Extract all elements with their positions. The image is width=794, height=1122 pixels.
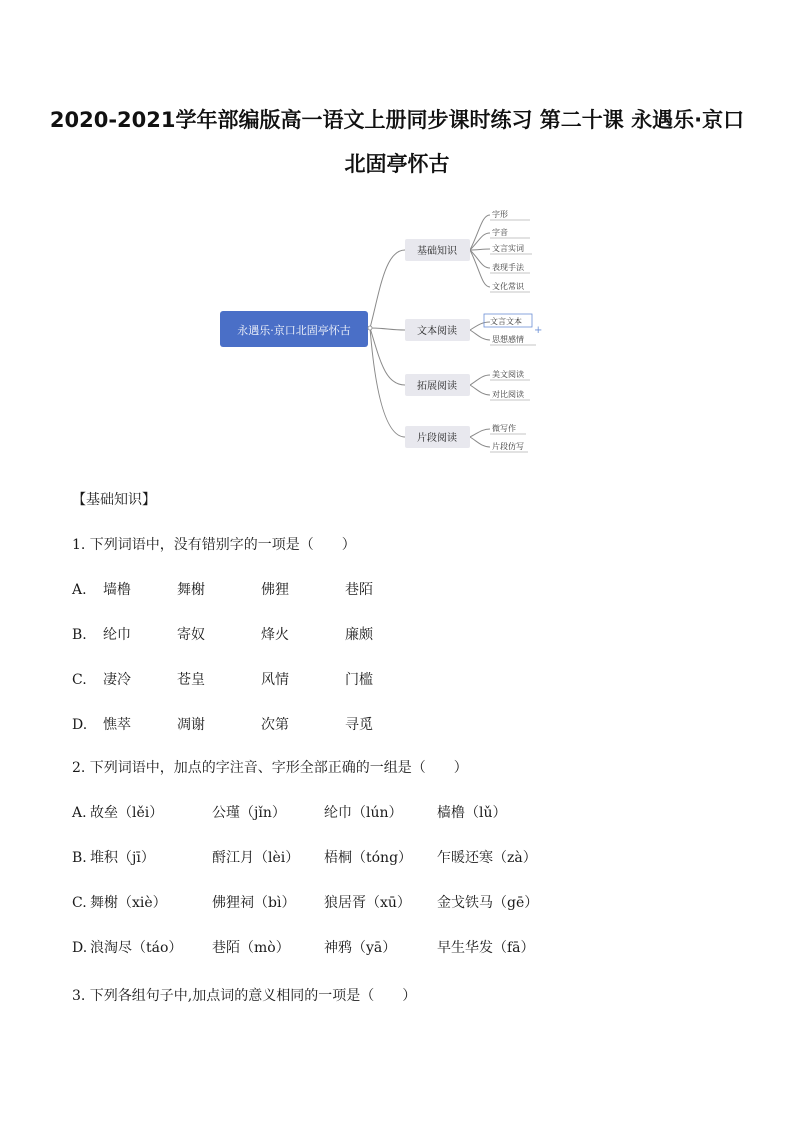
plus-icon: +: [534, 325, 543, 336]
mind-map-branch-label: 拓展阅读: [417, 381, 457, 392]
option-word: 憔萃: [103, 717, 131, 733]
option-letter: A.: [72, 805, 87, 821]
mind-map-branch-3: [405, 374, 470, 396]
option-letter: D.: [72, 940, 88, 956]
mind-map-root-label: 永遇乐·京口北固亭怀古: [237, 324, 351, 337]
mind-map-leaf: 文化常识: [492, 282, 524, 291]
option-word: 苍皇: [177, 672, 205, 688]
mind-map-branch-label: 片段阅读: [417, 433, 457, 444]
mind-map-leaf: 字形: [492, 210, 508, 219]
option-word: 佛狸: [261, 582, 289, 598]
option-word: 巷陌（mò）: [212, 940, 290, 956]
option-word: 纶巾: [103, 627, 131, 643]
option-word: 故垒（lěi）: [90, 805, 164, 821]
mind-map-leaf: 字音: [492, 228, 508, 237]
option-word: 风情: [261, 672, 289, 688]
option-word: 早生华发（fā）: [437, 940, 535, 956]
option-word: 舞榭: [177, 582, 205, 598]
option-word: 寄奴: [177, 627, 205, 643]
option-word: 公瑾（jǐn）: [212, 805, 286, 821]
option-word: 金戈铁马（gē）: [437, 895, 539, 911]
question-2-option-b: [72, 843, 752, 873]
question-1-option-b: [72, 620, 752, 650]
option-word: 舞榭（xiè）: [90, 895, 167, 911]
mind-map-leaf: 美文阅读: [492, 370, 524, 379]
option-word: 浪淘尽（táo）: [90, 940, 183, 956]
option-word: 神鸦（yā）: [324, 940, 397, 956]
option-word: 凋谢: [177, 717, 205, 733]
question-2-stem: 2. 下列词语中，加点的字注音、字形全部正确的一组是（ ）: [72, 760, 468, 776]
question-2-option-a: [72, 798, 752, 828]
mind-map-branch-label: 文本阅读: [417, 326, 457, 337]
option-word: 门槛: [345, 672, 373, 688]
option-letter: C.: [72, 895, 87, 911]
question-1-option-d: [72, 710, 752, 740]
option-letter: D.: [72, 717, 88, 733]
question-1-option-c: [72, 665, 752, 695]
option-word: 梧桐（tóng）: [324, 850, 413, 866]
option-word: 烽火: [261, 627, 289, 643]
option-letter: B.: [72, 627, 87, 643]
mind-map-leaf: 表现手法: [492, 263, 524, 272]
option-word: 巷陌: [345, 582, 373, 598]
option-word: 樯橹（lǔ）: [437, 805, 507, 821]
question-2-option-d: [72, 933, 752, 963]
mind-map-branch-label: 基础知识: [417, 246, 457, 257]
option-letter: B.: [72, 850, 87, 866]
mind-map-leaves: [484, 209, 542, 452]
mind-map-branch-1: [405, 239, 470, 261]
mind-map-branch-4: [405, 426, 470, 448]
mind-map-leaf: 思想感情: [492, 335, 524, 344]
option-word: 乍暖还寒（zà）: [437, 850, 537, 866]
mind-map-leaf: 片段仿写: [492, 442, 524, 451]
option-word: 墙橹: [103, 582, 131, 598]
option-word: 纶巾（lún）: [324, 805, 403, 821]
option-word: 佛狸祠（bì）: [212, 895, 296, 911]
option-word: 寻觅: [345, 717, 373, 733]
option-word: 堆积（jī）: [90, 850, 155, 866]
question-1-option-a: [72, 575, 752, 605]
mind-map-leaf: 对比阅读: [492, 390, 524, 399]
mind-map-leaf: 微写作: [492, 424, 516, 433]
mind-map-branch-2: [405, 319, 470, 341]
option-word: 凄冷: [103, 672, 131, 688]
mind-map-diagram: [210, 200, 550, 460]
question-3-stem: 3. 下列各组句子中,加点词的意义相同的一项是（ ）: [72, 988, 417, 1004]
section-heading: 【基础知识】: [72, 492, 156, 508]
mind-map-root: [220, 311, 372, 347]
question-2-option-c: [72, 888, 752, 918]
option-letter: A.: [72, 582, 87, 598]
page-title: 2020-2021学年部编版高一语文上册同步课时练习 第二十课 永遇乐·京口北固亭怀古: [49, 108, 745, 176]
exercise-content: [72, 486, 752, 1011]
option-word: 酹江月（lèi）: [212, 850, 300, 866]
option-word: 狼居胥（xū）: [324, 895, 411, 911]
option-letter: C.: [72, 672, 87, 688]
option-word: 次第: [261, 717, 289, 733]
option-word: 廉颇: [345, 627, 373, 643]
mind-map-leaf: 文言实词: [492, 244, 524, 253]
mind-map-leaf: 文言文本: [490, 317, 522, 326]
question-1-stem: 1. 下列词语中，没有错别字的一项是（ ）: [72, 537, 356, 553]
